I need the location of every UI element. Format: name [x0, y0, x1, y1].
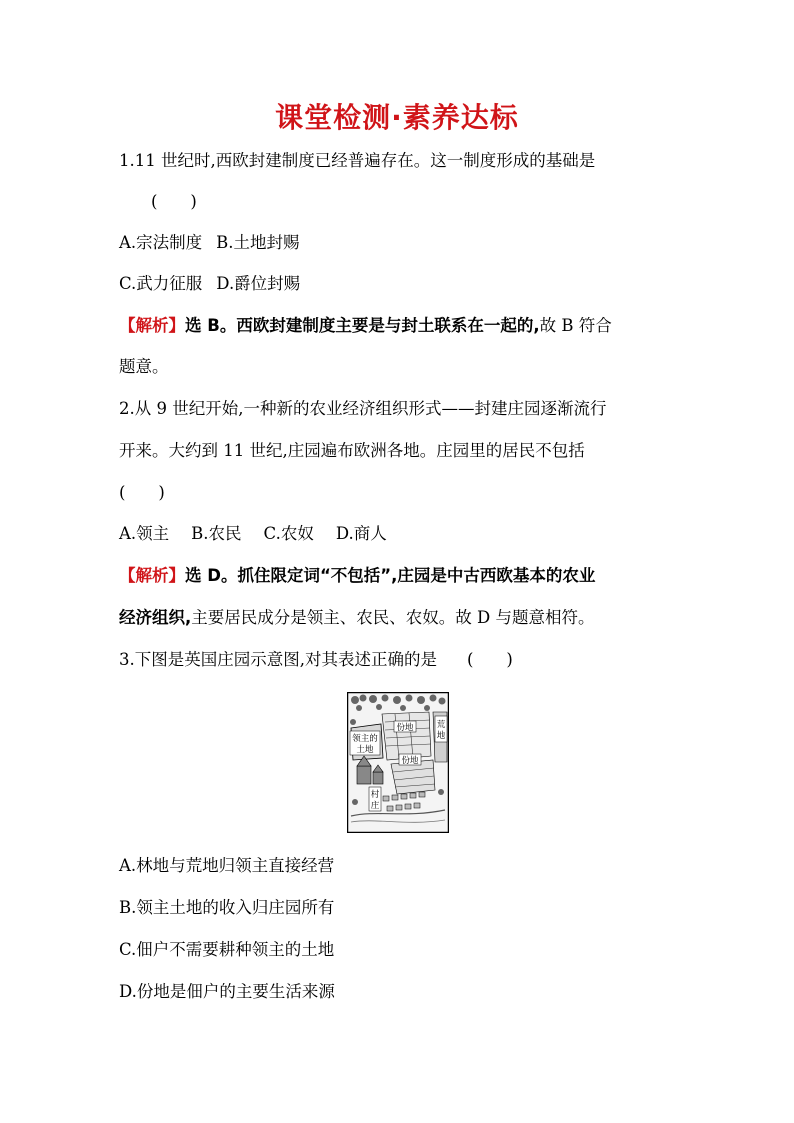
question-1-analysis-line-2: 题意。 — [119, 357, 169, 376]
option-a: A.领主 — [119, 524, 170, 543]
option-c: C.农奴 — [263, 524, 314, 543]
question-1-paren: ( ) — [151, 192, 197, 211]
label-waste-1: 荒 — [436, 720, 446, 730]
question-3-option-a: A.林地与荒地归领主直接经营 — [119, 856, 335, 875]
question-1-stem: 1.11 世纪时,西欧封建制度已经普遍存在。这一制度形成的基础是 — [119, 151, 596, 170]
label-lord-land-1: 领主的 — [352, 734, 378, 744]
question-3-option-b: B.领主土地的收入归庄园所有 — [119, 898, 335, 917]
option-b: B.土地封赐 — [216, 233, 300, 252]
label-lord-land-2: 土地 — [356, 745, 374, 755]
question-2-analysis-line-2 — [119, 607, 595, 629]
option-b: B.农民 — [191, 524, 242, 543]
question-3-stem — [119, 649, 513, 671]
analysis-text: 抓住限定词“不包括”,庄园是中古西欧基本的农业 — [237, 566, 596, 585]
analysis-text: 经济组织, — [119, 608, 192, 627]
analysis-answer: 选 D。 — [185, 566, 238, 585]
analysis-text: 主要居民成分是领主、农民、农奴。 — [191, 608, 456, 627]
analysis-answer: 选 B。 — [185, 316, 237, 335]
question-2-stem-line-2: 开来。大约到 11 世纪,庄园遍布欧洲各地。庄园里的居民不包括 — [119, 441, 585, 460]
label-village-2: 庄 — [370, 801, 380, 811]
question-1-options-row-1 — [119, 232, 300, 254]
question-3-text: 3.下图是英国庄园示意图,对其表述正确的是 — [119, 650, 437, 669]
option-d: D.商人 — [335, 524, 387, 543]
question-3-option-d: D.份地是佃户的主要生活来源 — [119, 982, 335, 1001]
label-fief-2: 份地 — [401, 756, 419, 766]
option-a: A.宗法制度 — [119, 233, 203, 252]
analysis-tag: 【解析】 — [119, 566, 185, 585]
label-village-1: 村 — [370, 790, 380, 800]
option-c: C.武力征服 — [119, 274, 203, 293]
question-2-stem-line-1: 2.从 9 世纪开始,一种新的农业经济组织形式——封建庄园逐渐流行 — [119, 399, 607, 418]
question-1-analysis-line-1 — [119, 315, 612, 337]
question-3-paren: ( ) — [467, 650, 513, 669]
page-title: 课堂检测·素养达标 — [275, 101, 519, 134]
label-waste-2: 地 — [436, 731, 446, 741]
option-d: D.爵位封赐 — [216, 274, 301, 293]
question-2-options — [119, 523, 387, 545]
question-2-analysis-line-1 — [119, 565, 595, 587]
analysis-tag: 【解析】 — [119, 316, 185, 335]
label-fief-1: 份地 — [396, 723, 414, 733]
question-3-option-c: C.佃户不需要耕种领主的土地 — [119, 940, 335, 959]
analysis-text: 故 B 符合 — [539, 316, 612, 335]
analysis-text: 西欧封建制度主要是与封土联系在一起的, — [236, 316, 540, 335]
question-2-paren: ( ) — [119, 483, 165, 502]
analysis-text: 故 D 与题意相符。 — [455, 608, 595, 627]
question-1-options-row-2 — [119, 273, 300, 295]
manor-map-image — [347, 692, 449, 833]
